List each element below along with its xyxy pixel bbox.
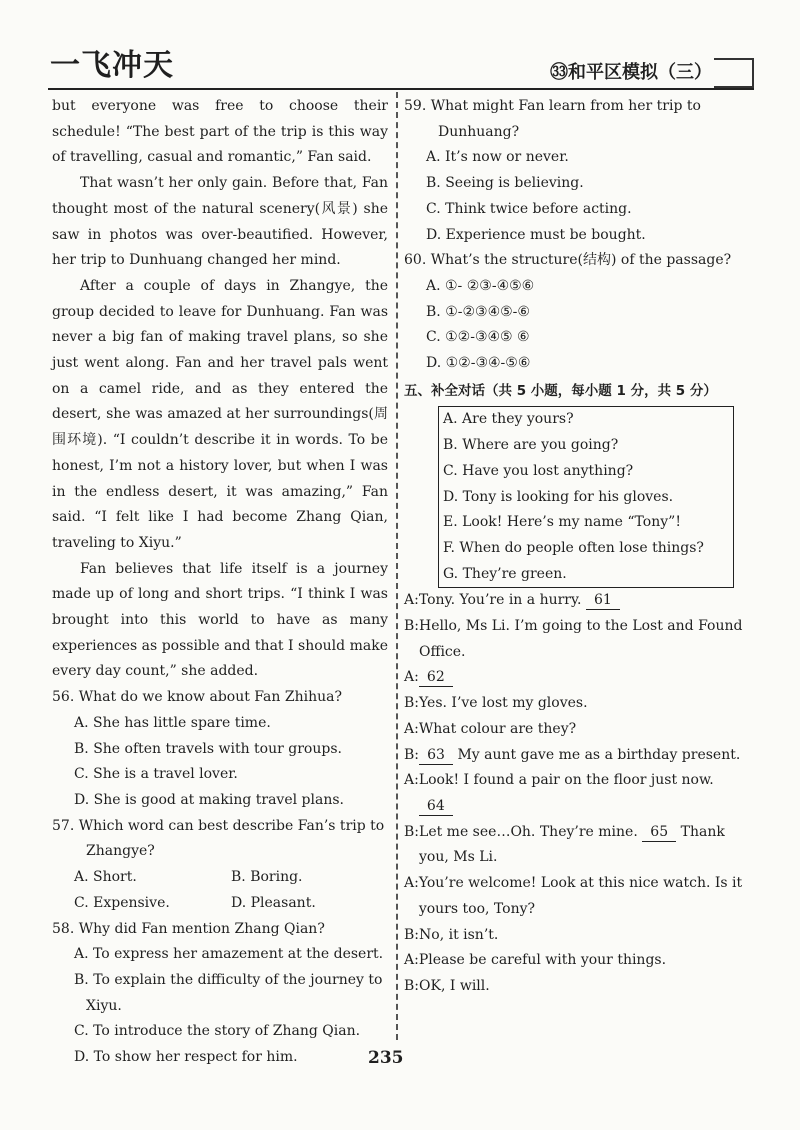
answer-blank[interactable]: 62: [419, 668, 453, 687]
answer-blank[interactable]: 65: [642, 823, 676, 842]
box-option: E. Look! Here’s my name “Tony”!: [443, 514, 681, 531]
dialogue-line: [404, 820, 744, 871]
question-stem-cont: Zhangye?: [86, 843, 155, 860]
box-option: D. Tony is looking for his gloves.: [443, 488, 674, 505]
question-59: [404, 94, 744, 248]
option: D. She is good at making travel plans.: [74, 791, 344, 808]
utterance: OK, I will.: [419, 977, 490, 994]
speaker: A:: [404, 669, 419, 686]
question-56: [52, 685, 388, 814]
option: D. Experience must be bought.: [426, 226, 646, 243]
option: C. ①②-③④⑤ ⑥: [426, 329, 530, 346]
question-stem: 58. Why did Fan mention Zhang Qian?: [52, 920, 325, 937]
passage-paragraph: That wasn’t her only gain. Before that, Fan thought most of the natural scenery(风景) she saw in photos was over-beautified. However, her trip to Dunhuang changed her mind.: [52, 175, 388, 269]
speaker: B:: [404, 926, 420, 943]
passage-paragraph: Fan believes that life itself is a journey made up of long and short trips. “I think I was brought into this world to have as many experiences as possible and that I should make every day count,” she added.: [52, 560, 388, 680]
speaker: B:: [404, 618, 420, 635]
option: C. She is a travel lover.: [74, 766, 238, 783]
speaker: A:: [404, 952, 419, 969]
option: D. Pleasant.: [231, 894, 316, 911]
question-stem: 56. What do we know about Fan Zhihua?: [52, 689, 342, 706]
question-stem-cont: Dunhuang?: [438, 123, 520, 140]
option: B. Boring.: [231, 869, 303, 886]
utterance: No, it isn’t.: [419, 926, 499, 943]
dialogue-line: [404, 665, 744, 691]
utterance: Thank you, Ms Li.: [419, 823, 725, 866]
utterance: What colour are they?: [418, 720, 577, 737]
utterance: Look! I found a pair on the floor just now.: [418, 772, 714, 789]
option: A. She has little spare time.: [74, 714, 271, 731]
right-column: [404, 94, 744, 1000]
dialogue: [404, 588, 744, 999]
option: A. ①- ②③-④⑤⑥: [426, 277, 535, 294]
speaker: A:: [404, 772, 419, 789]
option: B. Seeing is believing.: [426, 175, 584, 192]
utterance: Yes. I’ve lost my gloves.: [419, 695, 588, 712]
option: D. ①②-③④-⑤⑥: [426, 355, 531, 372]
left-column: [52, 94, 388, 1071]
question-60: [404, 248, 744, 377]
speaker: B:: [404, 746, 420, 763]
option: D. To show her respect for him.: [74, 1049, 298, 1066]
utterance: My aunt gave me as a birthday present.: [457, 746, 741, 763]
option: C. Think twice before acting.: [426, 200, 632, 217]
question-stem: 60. What’s the structure(结构) of the passage?: [404, 252, 732, 269]
dialogue-line: [404, 871, 744, 922]
page-number: 235: [368, 1048, 404, 1068]
option: C. To introduce the story of Zhang Qian.: [74, 1023, 361, 1040]
dialogue-line: [404, 614, 744, 665]
dialogue-line: [404, 588, 744, 614]
box-option: A. Are they yours?: [443, 411, 574, 428]
option: A. To express her amazement at the desert.: [74, 946, 384, 963]
speaker: B:: [404, 823, 420, 840]
brand-title: 一飞冲天: [50, 48, 174, 83]
utterance: Please be careful with your things.: [418, 952, 667, 969]
corner-mark: [714, 58, 754, 88]
section-title: 五、补全对话（共 5 小题，每小题 1 分，共 5 分）: [404, 382, 717, 399]
options-box: [438, 406, 734, 588]
utterance: Hello, Ms Li. I’m going to the Lost and Found Office.: [419, 618, 743, 660]
utterance: You’re welcome! Look at this nice watch. Is it yours too, Tony?: [418, 875, 743, 917]
question-stem: 57. Which word can best describe Fan’s trip to: [52, 817, 385, 834]
option: A. It’s now or never.: [426, 149, 569, 166]
speaker: A:: [404, 720, 419, 737]
option: B. She often travels with tour groups.: [74, 740, 342, 757]
utterance: Tony. You’re in a hurry.: [418, 592, 582, 609]
option-row: [52, 865, 388, 891]
option-row: [52, 891, 388, 917]
answer-blank[interactable]: 63: [419, 746, 453, 765]
column-divider: [396, 92, 398, 1040]
answer-blank[interactable]: 64: [419, 797, 453, 816]
option: A. Short.: [74, 869, 137, 886]
dialogue-line: [404, 768, 744, 819]
exam-series-title: ㉝和平区模拟（三）: [550, 62, 712, 83]
question-58: [52, 917, 388, 1071]
option: B. ①-②③④⑤-⑥: [426, 303, 530, 320]
utterance: Let me see…Oh. They’re mine.: [419, 823, 638, 840]
question-stem: 59. What might Fan learn from her trip to: [404, 98, 701, 114]
option: C. Expensive.: [74, 894, 170, 911]
dialogue-line: [404, 923, 744, 949]
dialogue-line: [404, 717, 744, 743]
dialogue-line: [404, 743, 744, 769]
passage-paragraph: but everyone was free to choose their schedule! “The best part of the trip is this way of travelling, casual and romantic,” Fan said.: [52, 98, 388, 166]
answer-blank[interactable]: 61: [586, 591, 620, 610]
dialogue-line: [404, 691, 744, 717]
option-cont: Xiyu.: [86, 997, 122, 1014]
speaker: A:: [404, 592, 419, 609]
box-option: B. Where are you going?: [443, 437, 619, 454]
header-divider: [48, 88, 754, 90]
passage-paragraph: After a couple of days in Zhangye, the group decided to leave for Dunhuang. Fan was never a big fan of making travel plans, so she just went along. Fan and her travel pals went on a camel ride, and as they entered the desert, she was amazed at her surroundings(周围环境). “I couldn’t describe it in words. To be honest, I’m not a history lover, but when I was in the endless desert, it was amazing,” Fan said. “I felt like I had become Zhang Qian, traveling to Xiyu.”: [52, 277, 388, 551]
box-option: G. They’re green.: [443, 565, 567, 582]
speaker: B:: [404, 695, 420, 712]
option: B. To explain the difficulty of the journey to: [74, 971, 383, 988]
speaker: A:: [404, 875, 419, 892]
dialogue-line: [404, 948, 744, 974]
box-option: F. When do people often lose things?: [443, 539, 704, 556]
speaker: B:: [404, 977, 420, 994]
dialogue-line: [404, 974, 744, 1000]
box-option: C. Have you lost anything?: [443, 462, 634, 479]
question-57: [52, 814, 388, 917]
